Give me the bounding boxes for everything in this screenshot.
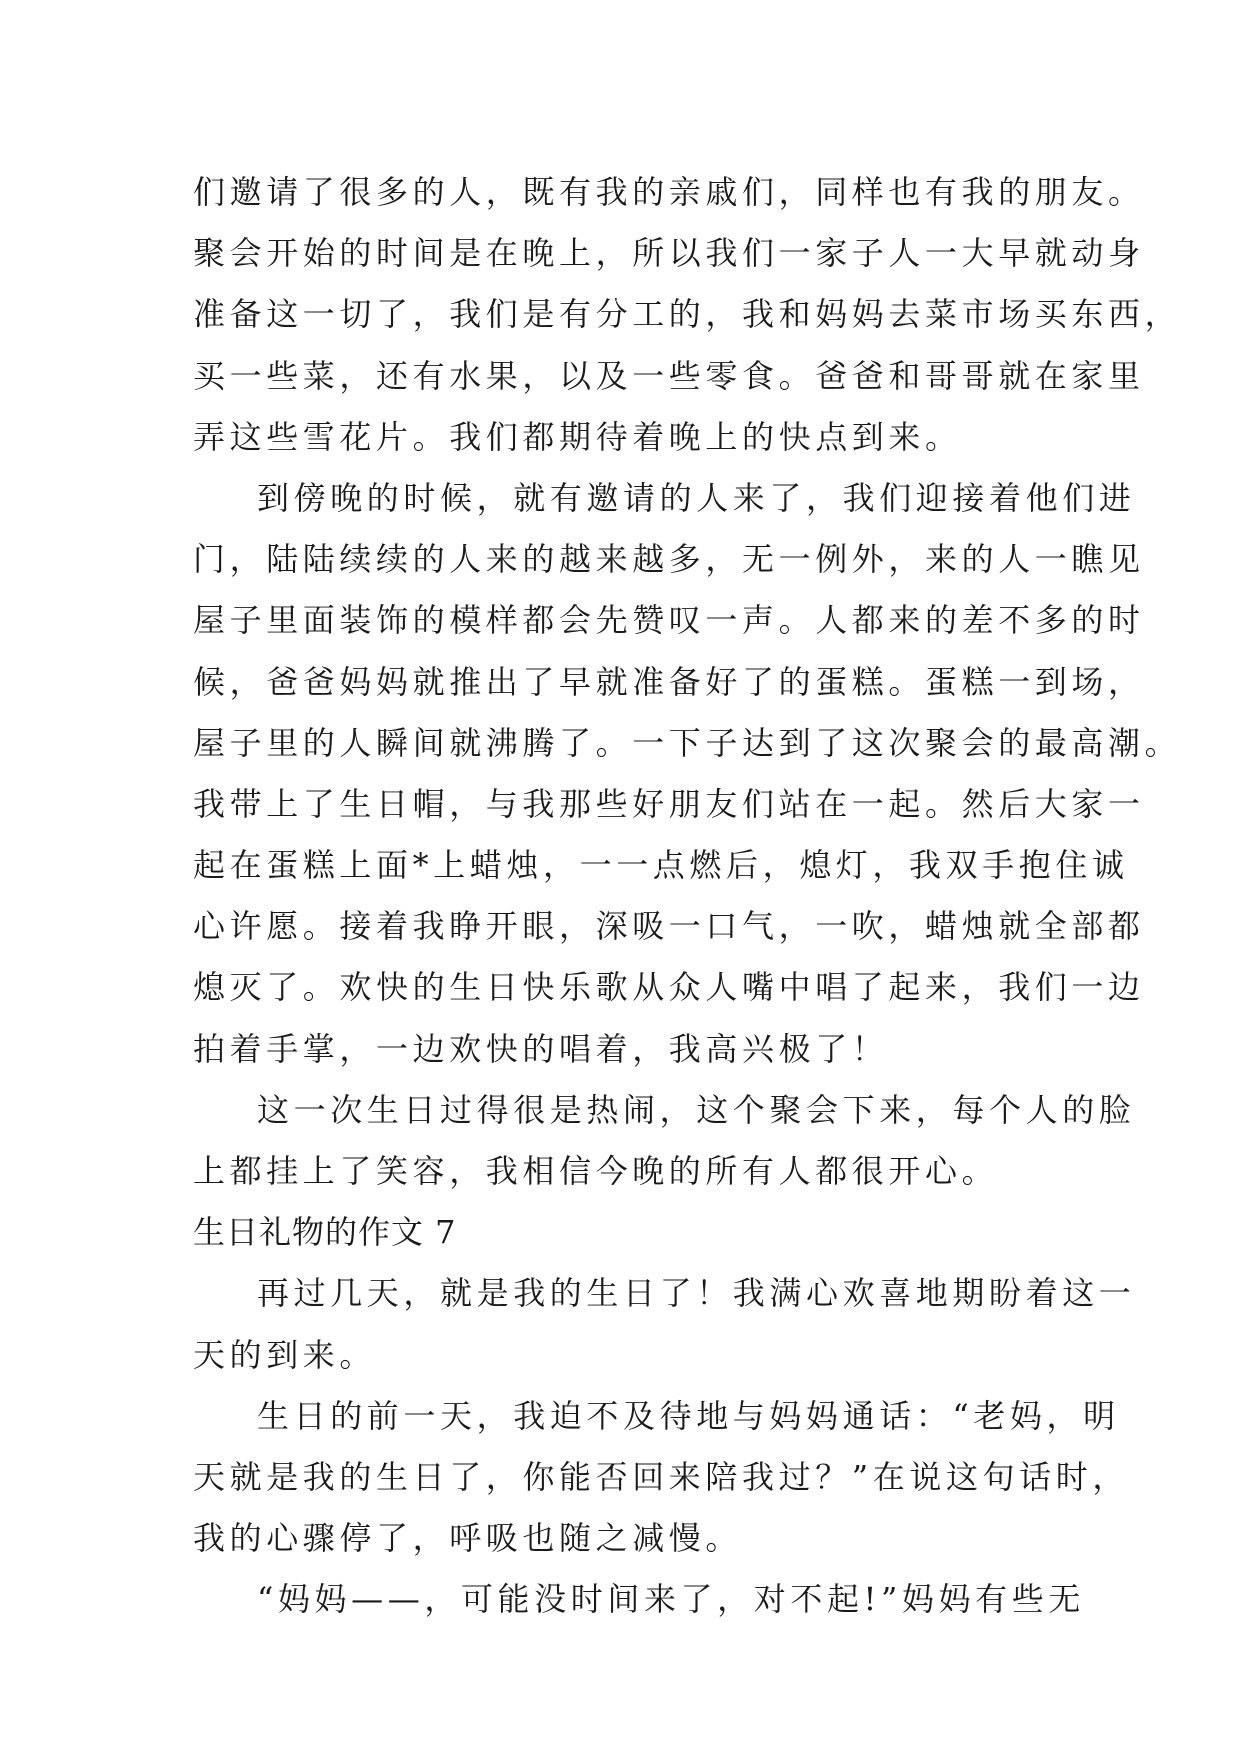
text-line: 准备这一切了，我们是有分工的，我和妈妈去菜市场买东西， bbox=[193, 295, 1182, 334]
text-line: 屋子里的人瞬间就沸腾了。一下子达到了这次聚会的最高潮。 bbox=[193, 723, 1182, 762]
paragraph-start-line: 再过几天，就是我的生日了！我满心欢喜地期盼着这一 bbox=[257, 1274, 1136, 1313]
text-line: 门，陆陆续续的人来的越来越多，无一例外，来的人一瞧见 bbox=[193, 540, 1145, 579]
text-line: 屋子里面装饰的模样都会先赞叹一声。人都来的差不多的时 bbox=[193, 601, 1145, 640]
text-line: 上都挂上了笑容，我相信今晚的所有人都很开心。 bbox=[193, 1152, 999, 1190]
text-line: 心许愿。接着我睁开眼，深吸一口气，一吹，蜡烛就全部都 bbox=[193, 907, 1145, 946]
text-line: 我带上了生日帽，与我那些好朋友们站在一起。然后大家一 bbox=[193, 784, 1145, 823]
paragraph-start-line: 这一次生日过得很是热闹，这个聚会下来，每个人的脸 bbox=[257, 1090, 1136, 1129]
text-line: 聚会开始的时间是在晚上，所以我们一家子人一大早就动身 bbox=[193, 234, 1145, 273]
text-line: 拍着手掌，一边欢快的唱着，我高兴极了！ bbox=[193, 1029, 889, 1068]
text-line: 买一些菜，还有水果，以及一些零食。爸爸和哥哥就在家里 bbox=[193, 356, 1145, 395]
paragraph-start-line: 到傍晚的时候，就有邀请的人来了，我们迎接着他们进 bbox=[257, 478, 1136, 517]
text-line: 我的心骤停了，呼吸也随之减慢。 bbox=[193, 1519, 743, 1558]
text-line: 们邀请了很多的人，既有我的亲戚们，同样也有我的朋友。 bbox=[193, 173, 1145, 211]
paragraph-start-line: “妈妈——，可能没时间来了，对不起!”妈妈有些无 bbox=[257, 1580, 1085, 1619]
text-line: 天的到来。 bbox=[193, 1335, 377, 1374]
text-line: 天就是我的生日了，你能否回来陪我过？”在说这句话时， bbox=[193, 1457, 1129, 1496]
text-line: 弄这些雪花片。我们都期待着晚上的快点到来。 bbox=[193, 417, 962, 456]
text-line: 候，爸爸妈妈就推出了早就准备好了的蛋糕。蛋糕一到场， bbox=[193, 662, 1145, 701]
document-page bbox=[193, 162, 1182, 1631]
section-heading: 生日礼物的作文 7 bbox=[193, 1213, 457, 1252]
text-line: 熄灭了。欢快的生日快乐歌从众人嘴中唱了起来，我们一边 bbox=[193, 968, 1145, 1007]
text-line: 起在蛋糕上面*上蜡烛，一一点燃后，熄灯，我双手抱住诚 bbox=[193, 846, 1129, 885]
paragraph-start-line: 生日的前一天，我迫不及待地与妈妈通话：“老妈，明 bbox=[257, 1396, 1120, 1435]
